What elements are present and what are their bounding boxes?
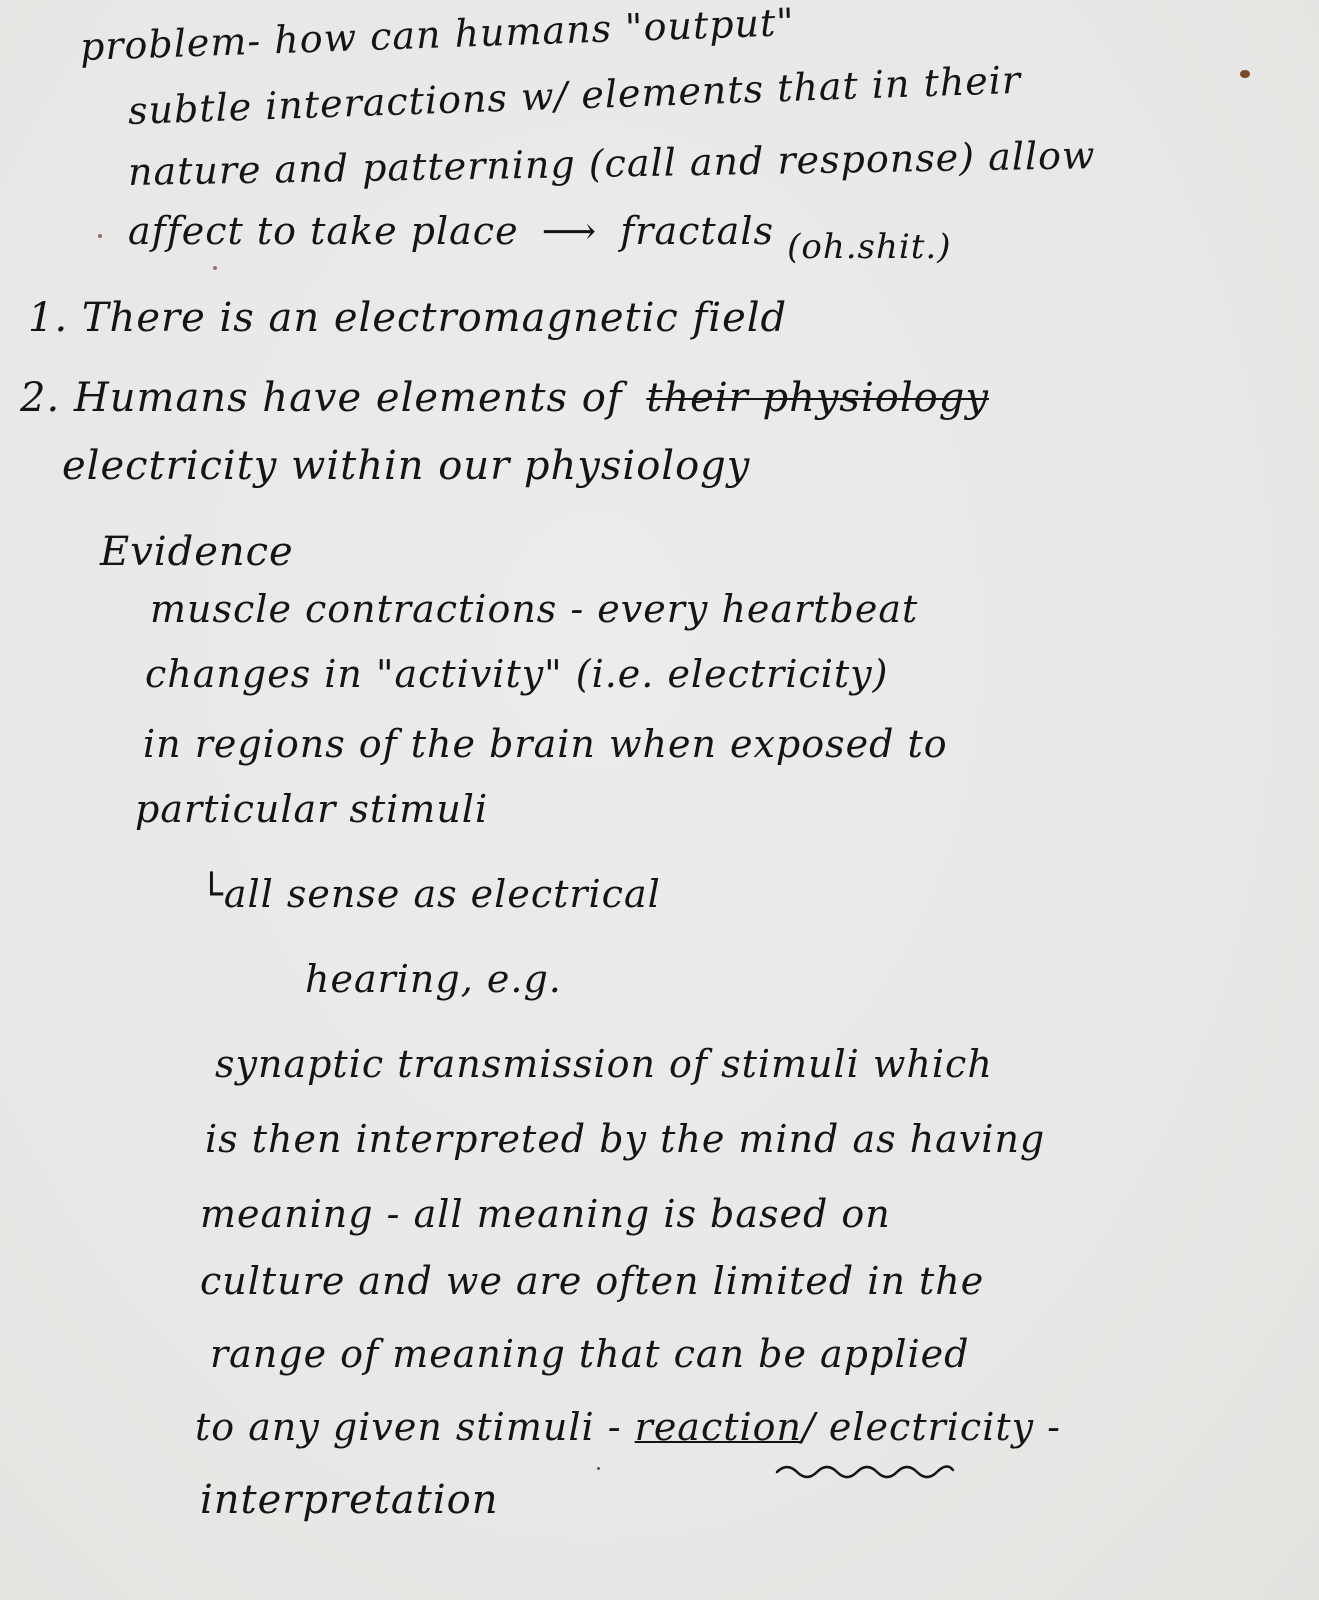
evidence-item-1: muscle contractions - every heartbeat xyxy=(150,587,919,631)
synaptic-line-7: interpretation xyxy=(200,1477,499,1523)
evidence-item-2: changes in "activity" (i.e. electricity) xyxy=(145,652,889,696)
paper-speck-brown xyxy=(1240,70,1250,78)
problem-line-4-text: affect to take place xyxy=(128,209,519,253)
synaptic-line-6-text: to any given stimuli - xyxy=(195,1405,622,1449)
paper-speck xyxy=(597,1467,600,1470)
problem-line-4 xyxy=(128,209,952,267)
fractals-word: fractals xyxy=(620,209,774,253)
sense-line: └all sense as electrical xyxy=(200,872,661,916)
synaptic-line-6 xyxy=(195,1405,1062,1449)
underlined-word: reaction xyxy=(634,1405,803,1449)
synaptic-line-6-rest: / electricity - xyxy=(802,1405,1062,1449)
point-1: 1. There is an electromagnetic field xyxy=(28,295,788,341)
hearing-line: hearing, e.g. xyxy=(305,957,562,1001)
problem-line-2: subtle interactions w/ elements that in their xyxy=(127,57,1022,133)
squiggle-underline xyxy=(775,1458,955,1482)
evidence-item-3: in regions of the brain when exposed to xyxy=(143,722,948,766)
evidence-item-4: particular stimuli xyxy=(135,787,489,831)
evidence-heading: Evidence xyxy=(100,529,294,575)
synaptic-line-3: meaning - all meaning is based on xyxy=(200,1192,891,1236)
point-2 xyxy=(20,375,989,421)
paper-speck xyxy=(213,266,217,270)
problem-line-1: problem- how can humans "output" xyxy=(79,0,796,69)
aside-remark: (oh.shit.) xyxy=(787,227,952,267)
paper-speck xyxy=(98,234,102,238)
synaptic-line-4: culture and we are often limited in the xyxy=(200,1259,985,1303)
synaptic-line-2: is then interpreted by the mind as having xyxy=(205,1117,1046,1161)
point-2-text: 2. Humans have elements of xyxy=(20,375,623,421)
point-2-continuation: electricity within our physiology xyxy=(62,443,751,489)
arrow-right-icon: ⟶ xyxy=(541,209,598,253)
synaptic-line-5: range of meaning that can be applied xyxy=(210,1332,970,1376)
problem-line-3: nature and patterning (call and response) allow xyxy=(127,133,1096,194)
struck-out-text: their physiology xyxy=(646,375,989,421)
synaptic-line-1: synaptic transmission of stimuli which xyxy=(215,1042,993,1086)
